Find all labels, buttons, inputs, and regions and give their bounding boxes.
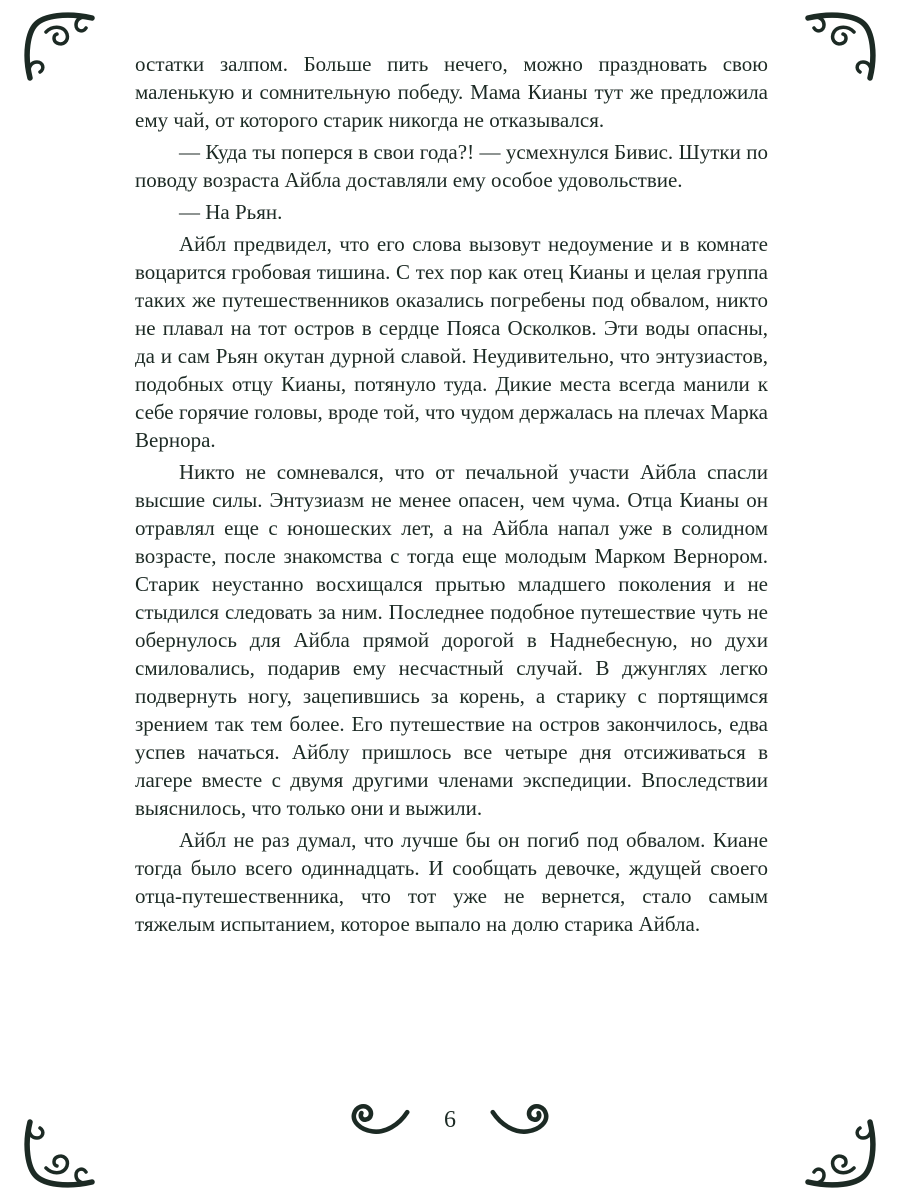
spiral-flourish-left-icon [344, 1101, 410, 1138]
paragraph: — На Рьян. [179, 200, 283, 224]
paragraph: — Куда ты поперся в свои года?! — усмехнулся Бивис. Шутки по поводу возраста Айбла доставляли ему особое удовольствие. [135, 140, 768, 192]
spiral-flourish-right-icon [490, 1101, 556, 1138]
page-number: 6 [444, 1106, 456, 1133]
paragraph: Никто не сомневался, что от печальной участи Айбла спасли высшие силы. Энтузиазм не менее опасен, чем чума. Отца Кианы он отравлял еще с юношеских лет, а на Айбла напал уже в солидном возрасте, после знакомства с тогда еще молодым Марком Вернором. Старик неустанно восхищался прытью младшего поколения и не стыдился следовать за ним. Последнее подобное путешествие чуть не обернулось для Айбла прямой дорогой в Наднебесную, но духи смиловались, подарив ему несчастный случай. В джунглях легко подвернуть ногу, зацепившись за корень, а старику с портящимся зрением так тем более. Его путешествие на остров закончилось, едва успев начаться. Айблу пришлось все четыре дня отсиживаться в лагере вместе с двумя другими членами экспедиции. Впоследствии выяснилось, что только они и выжили. [135, 460, 768, 820]
corner-flourish-top-right-icon [804, 10, 876, 82]
paragraph: Айбл не раз думал, что лучше бы он погиб под обвалом. Киане тогда было всего одиннадцать. И сообщать девочке, ждущей своего отца-путешественника, что тот уже не вернется, стало самым тяжелым испытанием, которое выпало на долю старика Айбла. [135, 828, 768, 936]
page-footer [0, 1101, 900, 1138]
paragraph: остатки залпом. Больше пить нечего, можно праздновать свою маленькую и сомнительную победу. Мама Кианы тут же предложила ему чай, от которого старик никогда не отказывался. [135, 52, 768, 132]
corner-flourish-top-left-icon [24, 10, 96, 82]
paragraph: Айбл предвидел, что его слова вызовут недоумение и в комнате воцарится гробовая тишина. С тех пор как отец Кианы и целая группа таких же путешественников оказались погребены под обвалом, никто не плавал на тот остров в сердце Пояса Осколков. Эти воды опасны, да и сам Рьян окутан дурной славой. Неудивительно, что энтузиастов, подобных отцу Кианы, потянуло туда. Дикие места всегда манили к себе горячие головы, вроде той, что чудом держалась на плечах Марка Вернора. [135, 232, 768, 452]
text-block [135, 50, 768, 942]
